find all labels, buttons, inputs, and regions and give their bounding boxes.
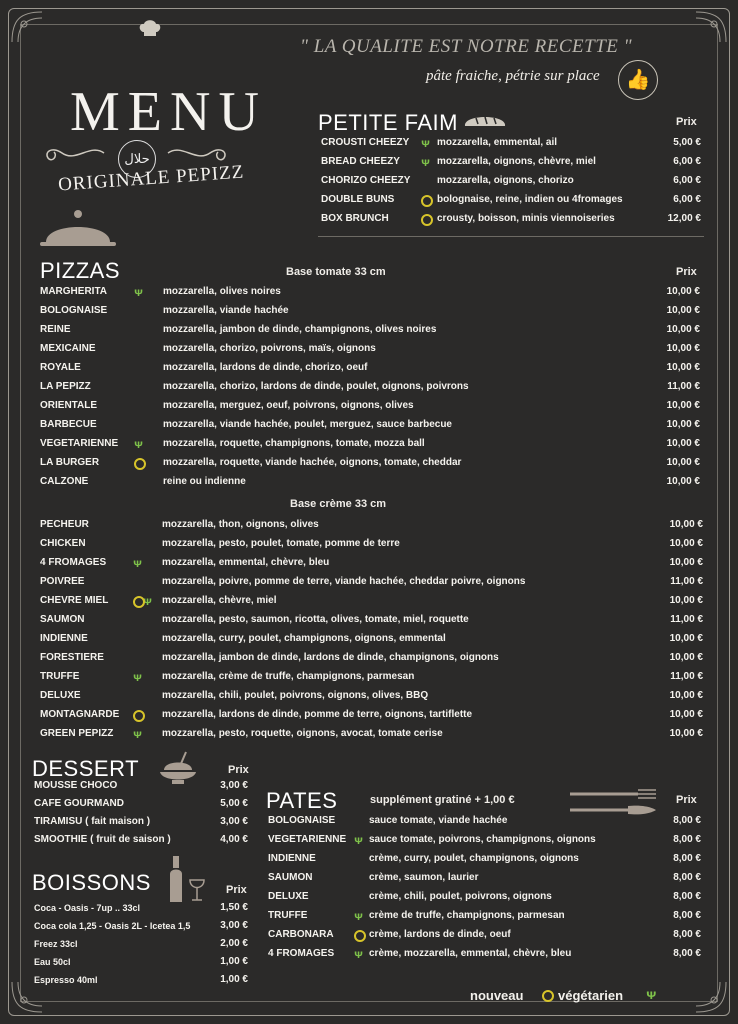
pizza-tomate-item-price: 10,00 €	[666, 286, 700, 297]
pizza-tomate-item-name: MEXICAINE	[40, 343, 96, 354]
pates-item-price: 8,00 €	[673, 834, 701, 845]
halal-badge: حلال	[118, 140, 156, 178]
petite-faim-item-desc: mozzarella, oignons, chèvre, miel	[437, 156, 596, 167]
dessert-item	[34, 777, 248, 795]
boisson-item	[34, 917, 248, 935]
pizza-creme-item-name: FORESTIERE	[40, 652, 104, 663]
petite-faim-item	[321, 134, 701, 152]
pates-item	[268, 850, 701, 868]
pates-item-desc: crème, mozzarella, emmental, chèvre, bleu	[369, 948, 572, 959]
pates-item-desc: crème, curry, poulet, champignons, oignons	[369, 853, 579, 864]
pates-item-price: 8,00 €	[673, 872, 701, 883]
dessert-item-price: 3,00 €	[220, 816, 248, 827]
pates-title: PATES	[266, 788, 338, 813]
pizza-creme-item	[40, 706, 703, 724]
pates-item	[268, 831, 701, 849]
pizza-creme-item-name: SAUMON	[40, 614, 85, 625]
boisson-item	[34, 935, 248, 953]
pizza-tomate-item-name: LA PEPIZZ	[40, 381, 91, 392]
pizza-tomate-item-name: LA BURGER	[40, 457, 100, 468]
new-circle-icon	[542, 990, 554, 1002]
petite-faim-item	[321, 210, 701, 228]
base-creme-label: Base crème 33 cm	[290, 498, 387, 510]
pizza-creme-item	[40, 668, 703, 686]
petite-faim-item-name: BOX BRUNCH	[321, 213, 389, 224]
pizza-tomate-item-price: 11,00 €	[667, 381, 700, 392]
legend-vegetarien: végétarien	[558, 988, 624, 1003]
pizza-tomate-item	[40, 283, 700, 301]
pizza-tomate-item	[40, 321, 700, 339]
dessert-item	[34, 813, 248, 831]
petite-faim-item-price: 6,00 €	[673, 156, 701, 167]
boisson-item	[34, 971, 248, 989]
brand-subtitle: ORIGINALE PEPIZZ	[57, 161, 245, 196]
tagline: pâte fraiche, pétrie sur place	[426, 68, 600, 84]
petite-faim-item-price: 12,00 €	[667, 213, 701, 224]
pates-item-name: INDIENNE	[268, 853, 316, 864]
veg-leaf-icon: ᴪ	[646, 986, 657, 1002]
veg-leaf-icon: ᴪ	[133, 727, 143, 741]
pizza-creme-item-price: 11,00 €	[670, 671, 703, 682]
dessert-item-name: SMOOTHIE ( fruit de saison )	[34, 834, 171, 845]
pizza-tomate-item-desc: mozzarella, merguez, oeuf, poivrons, oignons, olives	[163, 400, 414, 411]
petite-faim-item-desc: mozzarella, oignons, chorizo	[437, 175, 574, 186]
boisson-item-name: Coca cola 1,25 - Oasis 2L - Icetea 1,5	[34, 921, 191, 931]
pizza-tomate-item-name: BOLOGNAISE	[40, 305, 108, 316]
pates-item-name: SAUMON	[268, 872, 313, 883]
pates-item-desc: crème de truffe, champignons, parmesan	[369, 910, 565, 921]
bottle-glass-icon	[166, 854, 210, 904]
pates-item	[268, 812, 701, 830]
dessert-title: DESSERT	[32, 756, 140, 781]
pizza-creme-item-price: 10,00 €	[669, 595, 703, 606]
pizza-tomate-item	[40, 359, 700, 377]
petite-faim-item-price: 5,00 €	[673, 137, 701, 148]
petite-faim-item-name: CROUSTI CHEEZY	[321, 137, 410, 148]
boisson-item-name: Eau 50cl	[34, 957, 71, 967]
veg-leaf-icon: ᴪ	[133, 670, 143, 684]
boisson-item	[34, 953, 248, 971]
petite-faim-item-price: 6,00 €	[673, 194, 701, 205]
pizza-creme-item-price: 11,00 €	[670, 576, 703, 587]
divider	[318, 236, 704, 237]
pizza-tomate-item-price: 10,00 €	[666, 305, 700, 316]
veg-leaf-icon: ᴪ	[134, 437, 144, 451]
new-circle-icon	[133, 710, 145, 722]
boisson-item-price: 1,50 €	[220, 902, 248, 913]
pizza-tomate-item-desc: mozzarella, olives noires	[163, 286, 281, 297]
veg-leaf-icon: ᴪ	[354, 947, 364, 961]
boisson-item-name: Coca - Oasis - 7up .. 33cl	[34, 903, 141, 913]
pates-item-desc: sauce tomate, poivrons, champignons, oignons	[369, 834, 596, 845]
pizza-creme-item-price: 10,00 €	[669, 538, 703, 549]
pates-item-price: 8,00 €	[673, 929, 701, 940]
pates-item-price: 8,00 €	[673, 815, 701, 826]
petite-faim-item-desc: crousty, boisson, minis viennoiseries	[437, 213, 615, 224]
slogan: " LA QUALITE EST NOTRE RECETTE "	[300, 36, 633, 57]
boisson-item-price: 2,00 €	[220, 938, 248, 949]
pizza-creme-item-name: CHEVRE MIEL	[40, 595, 109, 606]
pates-item	[268, 945, 701, 963]
pates-item-desc: crème, lardons de dinde, oeuf	[369, 929, 511, 940]
pizza-creme-item-name: DELUXE	[40, 690, 81, 701]
pizza-tomate-item-desc: mozzarella, chorizo, lardons de dinde, poulet, oignons, poivrons	[163, 381, 469, 392]
boisson-item	[34, 899, 248, 917]
pates-item-name: BOLOGNAISE	[268, 815, 336, 826]
new-circle-icon	[354, 930, 366, 942]
veg-leaf-icon: ᴪ	[421, 155, 431, 169]
pizza-creme-item-name: POIVREE	[40, 576, 85, 587]
pizza-tomate-item	[40, 473, 700, 491]
pizza-tomate-item-desc: reine ou indienne	[163, 476, 246, 487]
pizza-creme-item-desc: mozzarella, emmental, chèvre, bleu	[162, 557, 330, 568]
veg-leaf-icon: ᴪ	[133, 556, 143, 570]
pizza-tomate-item-desc: mozzarella, roquette, viande hachée, oignons, tomate, cheddar	[163, 457, 462, 468]
pizza-tomate-item	[40, 454, 700, 472]
pizza-creme-item-desc: mozzarella, pesto, roquette, oignons, avocat, tomate cerise	[162, 728, 443, 739]
dessert-item-price: 5,00 €	[220, 798, 248, 809]
veg-leaf-icon: ᴪ	[143, 594, 153, 608]
petite-faim-price-label: Prix	[676, 116, 697, 128]
pizza-creme-item-name: CHICKEN	[40, 538, 86, 549]
pizza-creme-item-name: GREEN PEPIZZ	[40, 728, 114, 739]
veg-leaf-icon: ᴪ	[354, 909, 364, 923]
pizza-tomate-item	[40, 416, 700, 434]
flourish-left-icon	[40, 138, 106, 168]
pizza-creme-item	[40, 535, 703, 553]
pizza-creme-item-name: 4 FROMAGES	[40, 557, 107, 568]
pizza-tomate-item	[40, 378, 700, 396]
pizza-tomate-item-name: ORIENTALE	[40, 400, 98, 411]
veg-leaf-icon: ᴪ	[134, 285, 144, 299]
dessert-item-price: 4,00 €	[220, 834, 248, 845]
pates-item-name: VEGETARIENNE	[268, 834, 347, 845]
petite-faim-item-name: CHORIZO CHEEZY	[321, 175, 411, 186]
pizza-creme-item-price: 10,00 €	[669, 633, 703, 644]
dessert-item-name: TIRAMISU ( fait maison )	[34, 816, 151, 827]
pates-item-price: 8,00 €	[673, 910, 701, 921]
pizza-tomate-item-price: 10,00 €	[666, 362, 700, 373]
pizza-tomate-item-price: 10,00 €	[666, 419, 700, 430]
corner-ornament-icon	[694, 10, 728, 44]
pizza-tomate-item-desc: mozzarella, lardons de dinde, chorizo, oeuf	[163, 362, 368, 373]
corner-ornament-icon	[694, 980, 728, 1014]
pizza-creme-item	[40, 687, 703, 705]
pizza-creme-item-price: 10,00 €	[669, 709, 703, 720]
pizza-creme-item	[40, 725, 703, 743]
pates-item-name: 4 FROMAGES	[268, 948, 335, 959]
petite-faim-item-desc: mozzarella, emmental, ail	[437, 137, 558, 148]
pizza-creme-item-price: 10,00 €	[669, 557, 703, 568]
pizza-creme-item	[40, 554, 703, 572]
pizza-creme-item-desc: mozzarella, chèvre, miel	[162, 595, 277, 606]
pizza-creme-item-name: TRUFFE	[40, 671, 80, 682]
pates-item-price: 8,00 €	[673, 891, 701, 902]
menu-title: MENU	[70, 81, 267, 143]
pates-item	[268, 888, 701, 906]
boisson-item-price: 3,00 €	[220, 920, 248, 931]
pizza-creme-item	[40, 573, 703, 591]
pates-supplement: supplément gratiné + 1,00 €	[370, 794, 515, 806]
pizza-creme-item-name: PECHEUR	[40, 519, 89, 530]
pizza-tomate-item-name: MARGHERITA	[40, 286, 108, 297]
pizza-creme-item-desc: mozzarella, pesto, saumon, ricotta, olives, tomate, miel, roquette	[162, 614, 469, 625]
pizza-tomate-item-price: 10,00 €	[666, 400, 700, 411]
new-circle-icon	[134, 458, 146, 470]
pizza-creme-item-name: INDIENNE	[40, 633, 88, 644]
pates-item	[268, 926, 701, 944]
new-circle-icon	[133, 596, 145, 608]
pizza-creme-item	[40, 516, 703, 534]
pizza-tomate-item-desc: mozzarella, chorizo, poivrons, maïs, oignons	[163, 343, 376, 354]
pizza-creme-item	[40, 592, 703, 610]
pates-item-price: 8,00 €	[673, 948, 701, 959]
pizzas-price-label: Prix	[676, 266, 697, 278]
pates-item-desc: crème, chili, poulet, poivrons, oignons	[369, 891, 552, 902]
veg-leaf-icon: ᴪ	[354, 833, 364, 847]
pizza-creme-item-desc: mozzarella, curry, poulet, champignons, oignons, emmental	[162, 633, 446, 644]
pizza-tomate-item-name: CALZONE	[40, 476, 89, 487]
pizza-tomate-item-desc: mozzarella, jambon de dinde, champignons, olives noires	[163, 324, 437, 335]
pizza-creme-item-desc: mozzarella, poivre, pomme de terre, viande hachée, cheddar poivre, oignons	[162, 576, 526, 587]
pizza-tomate-item-price: 10,00 €	[666, 343, 700, 354]
pizza-tomate-item-price: 10,00 €	[666, 457, 700, 468]
pizzas-title: PIZZAS	[40, 258, 121, 283]
pizza-tomate-item	[40, 340, 700, 358]
boisson-item-price: 1,00 €	[220, 956, 248, 967]
pizza-creme-item-desc: mozzarella, lardons de dinde, pomme de terre, oignons, tartiflette	[162, 709, 473, 720]
petite-faim-title: PETITE FAIM	[318, 110, 458, 135]
dessert-price-label: Prix	[228, 764, 249, 776]
legend-nouveau: nouveau	[470, 988, 524, 1003]
pizza-tomate-item-name: BARBECUE	[40, 419, 97, 430]
chef-hat-icon	[138, 18, 162, 38]
pizza-creme-item-desc: mozzarella, chili, poulet, poivrons, oignons, olives, BBQ	[162, 690, 429, 701]
petite-faim-item	[321, 191, 701, 209]
petite-faim-item	[321, 153, 701, 171]
pates-item	[268, 907, 701, 925]
pizza-tomate-item-desc: mozzarella, viande hachée, poulet, merguez, sauce barbecue	[163, 419, 452, 430]
dessert-item-name: CAFE GOURMAND	[34, 798, 124, 809]
pizza-creme-item	[40, 630, 703, 648]
pizza-tomate-item-name: VEGETARIENNE	[40, 438, 119, 449]
dessert-item	[34, 831, 248, 849]
boissons-price-label: Prix	[226, 884, 247, 896]
pizza-creme-item-price: 10,00 €	[669, 519, 703, 530]
boisson-item-name: Espresso 40ml	[34, 975, 98, 985]
dessert-item-name: MOUSSE CHOCO	[34, 780, 118, 791]
pizza-creme-item-desc: mozzarella, thon, oignons, olives	[162, 519, 319, 530]
pizza-tomate-item-desc: mozzarella, roquette, champignons, tomate, mozza ball	[163, 438, 425, 449]
pizza-tomate-item	[40, 302, 700, 320]
pizza-tomate-item	[40, 435, 700, 453]
pizza-creme-item-name: MONTAGNARDE	[40, 709, 120, 720]
veg-leaf-icon: ᴪ	[421, 136, 431, 150]
petite-faim-item	[321, 172, 701, 190]
pates-price-label: Prix	[676, 794, 697, 806]
corner-ornament-icon	[10, 10, 44, 44]
pates-item	[268, 869, 701, 887]
pizza-tomate-item-price: 10,00 €	[666, 476, 700, 487]
bread-icon	[462, 110, 508, 130]
petite-faim-item-desc: bolognaise, reine, indien ou 4fromages	[437, 194, 623, 205]
boissons-title: BOISSONS	[32, 870, 151, 895]
pizza-tomate-item-price: 10,00 €	[666, 438, 700, 449]
pizza-creme-item-desc: mozzarella, jambon de dinde, lardons de dinde, champignons, oignons	[162, 652, 499, 663]
pizza-creme-item	[40, 611, 703, 629]
pizza-creme-item-price: 10,00 €	[669, 690, 703, 701]
new-circle-icon	[421, 195, 433, 207]
boisson-item-price: 1,00 €	[220, 974, 248, 985]
petite-faim-item-price: 6,00 €	[673, 175, 701, 186]
pizza-tomate-item-name: REINE	[40, 324, 71, 335]
pizza-creme-item-price: 10,00 €	[669, 728, 703, 739]
pizza-creme-item-price: 10,00 €	[669, 652, 703, 663]
pizza-tomate-item-price: 10,00 €	[666, 324, 700, 335]
pizza-tomate-item-name: ROYALE	[40, 362, 81, 373]
pizza-creme-item-desc: mozzarella, crème de truffe, champignons, parmesan	[162, 671, 415, 682]
petite-faim-item-name: BREAD CHEEZY	[321, 156, 400, 167]
new-circle-icon	[421, 214, 433, 226]
cloche-icon	[38, 208, 118, 250]
petite-faim-item-name: DOUBLE BUNS	[321, 194, 395, 205]
dessert-item-price: 3,00 €	[220, 780, 248, 791]
pizza-tomate-item-desc: mozzarella, viande hachée	[163, 305, 289, 316]
thumbs-up-icon: 👍	[618, 60, 658, 100]
boisson-item-name: Freez 33cl	[34, 939, 78, 949]
pates-item-price: 8,00 €	[673, 853, 701, 864]
pizza-tomate-item	[40, 397, 700, 415]
pizza-creme-item	[40, 649, 703, 667]
pates-item-desc: sauce tomate, viande hachée	[369, 815, 508, 826]
pizza-creme-item-desc: mozzarella, pesto, poulet, tomate, pomme de terre	[162, 538, 400, 549]
pates-item-name: TRUFFE	[268, 910, 308, 921]
base-tomate-label: Base tomate 33 cm	[286, 266, 386, 278]
pates-item-desc: crème, saumon, laurier	[369, 872, 479, 883]
pates-item-name: CARBONARA	[268, 929, 334, 940]
pizza-creme-item-price: 11,00 €	[670, 614, 703, 625]
pates-item-name: DELUXE	[268, 891, 309, 902]
dessert-item	[34, 795, 248, 813]
